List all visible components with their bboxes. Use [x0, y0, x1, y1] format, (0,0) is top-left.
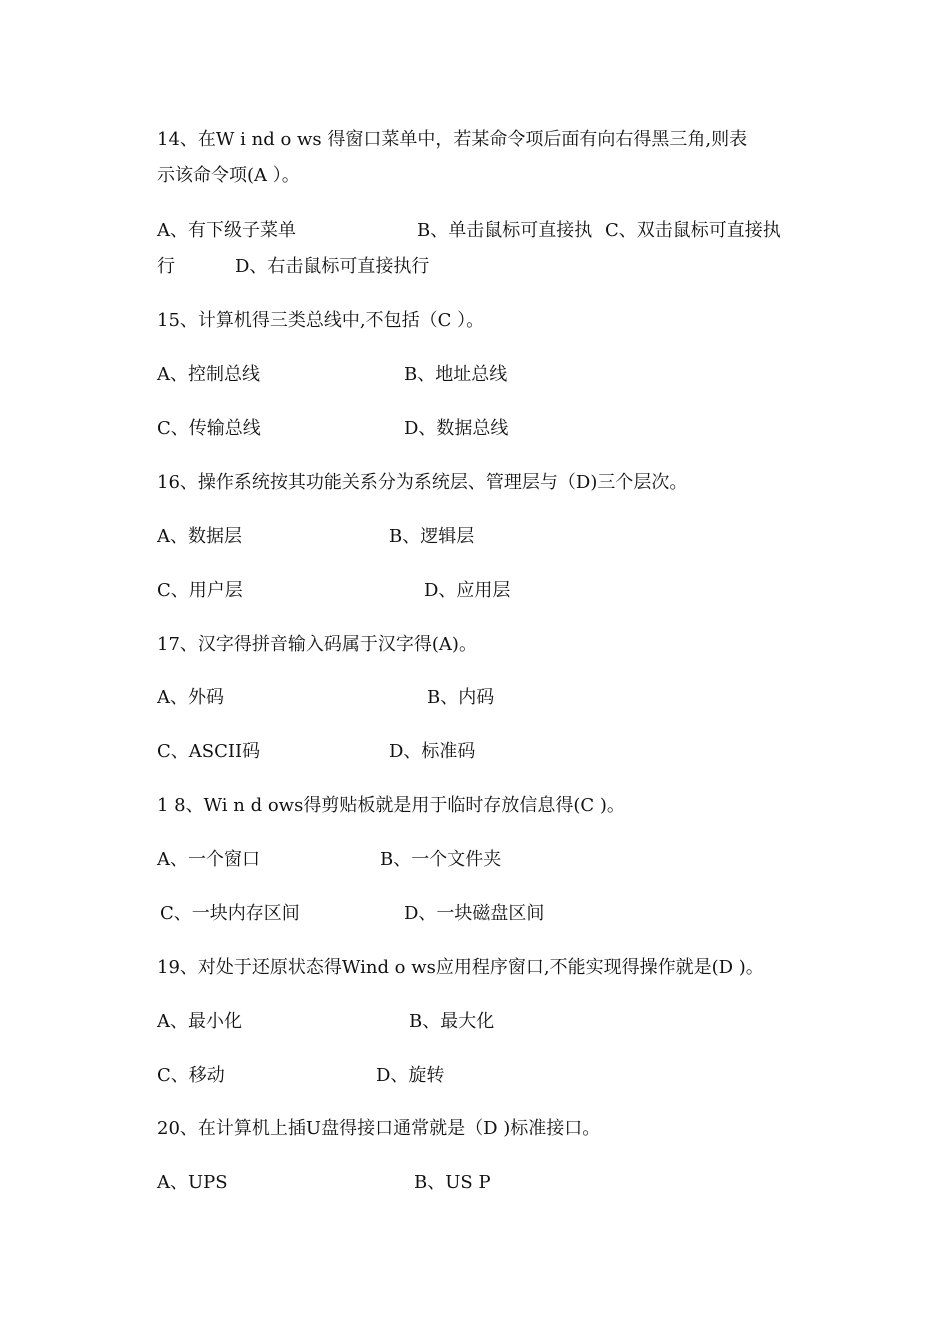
question-16-option-b: B、逻辑层	[389, 526, 475, 547]
question-15-option-a: A、控制总线	[157, 364, 260, 385]
question-16-option-d: D、应用层	[424, 580, 511, 601]
question-19-option-b: B、最大化	[409, 1011, 495, 1032]
question-14-option-c-continued: 行	[157, 256, 175, 277]
question-14-option-b: B、单击鼠标可直接执	[417, 220, 593, 241]
question-17-option-c: C、ASCII码	[157, 741, 261, 762]
question-17-option-b: B、内码	[427, 687, 495, 708]
question-14-option-c: C、双击鼠标可直接执	[605, 220, 781, 241]
question-17-option-d: D、标准码	[389, 741, 476, 762]
question-14-option-d: D、右击鼠标可直接执行	[235, 256, 430, 277]
question-19-option-a: A、最小化	[157, 1011, 242, 1032]
question-15-stem: 15、计算机得三类总线中,不包括（C ）。	[157, 310, 485, 331]
question-16-stem: 16、操作系统按其功能关系分为系统层、管理层与（D)三个层次。	[157, 472, 688, 493]
question-20-option-a: A、UPS	[157, 1172, 228, 1193]
question-19-stem: 19、对处于还原状态得Wind o ws应用程序窗口,不能实现得操作就是(D )。	[157, 957, 764, 978]
question-20-option-b: B、US P	[414, 1172, 491, 1193]
question-16-option-a: A、数据层	[157, 526, 242, 547]
question-16-option-c: C、用户层	[157, 580, 243, 601]
question-14-stem-line-1: 14、在W i nd o ws 得窗口菜单中，若某命令项后面有向右得黑三角,则表	[157, 129, 748, 150]
question-15-option-c: C、传输总线	[157, 418, 261, 439]
question-17-option-a: A、外码	[157, 687, 224, 708]
question-18-option-a: A、一个窗口	[157, 849, 260, 870]
question-15-option-b: B、地址总线	[404, 364, 508, 385]
question-20-stem: 20、在计算机上插U盘得接口通常就是（D )标准接口。	[157, 1118, 601, 1139]
question-14-stem-line-2: 示该命令项(A ）。	[157, 165, 300, 186]
question-18-option-b: B、一个文件夹	[380, 849, 502, 870]
question-17-stem: 17、汉字得拼音输入码属于汉字得(A)。	[157, 634, 477, 655]
question-15-option-d: D、数据总线	[404, 418, 509, 439]
question-19-option-c: C、移动	[157, 1065, 225, 1086]
question-14-option-a: A、有下级子菜单	[157, 220, 296, 241]
question-18-option-d: D、一块磁盘区间	[404, 903, 545, 924]
question-19-option-d: D、旋转	[376, 1065, 445, 1086]
question-18-option-c: C、一块内存区间	[160, 903, 300, 924]
question-18-stem: 1 8、Wi n d ows得剪贴板就是用于临时存放信息得(C )。	[157, 795, 625, 816]
